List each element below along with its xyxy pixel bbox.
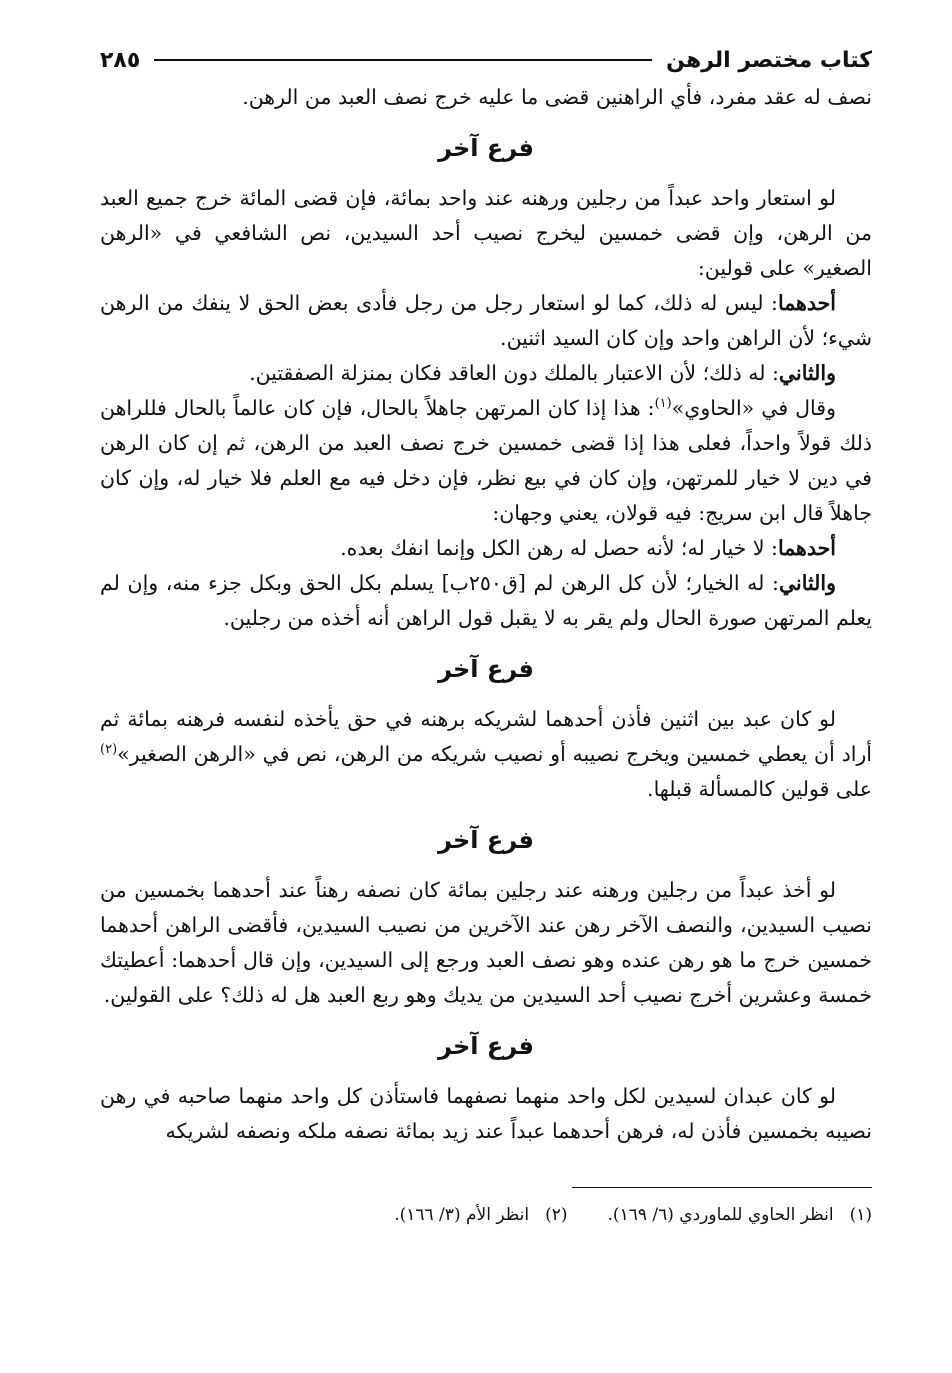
footnote-2 [394, 1200, 567, 1230]
intro-paragraph: نصف له عقد مفرد، فأي الراهنين قضى ما عليه خرج نصف العبد من الرهن. [242, 85, 872, 109]
term-first: أحدهما [777, 536, 836, 560]
footnote-1-text: انظر الحاوي للماوردي (٦/ ١٦٩). [607, 1205, 834, 1225]
term-first-text: : لا خيار له؛ لأنه حصل له رهن الكل وإنما انفك بعده. [340, 536, 778, 560]
term-first: أحدهما [777, 291, 836, 315]
footnote-ref-1: (١) [654, 396, 672, 412]
term-second-text: : له الخيار؛ لأن كل الرهن لم [ق٢٥٠ب] يسلم بكل الحق وبكل جزء منه، وإن لم يعلم المرتهن صورة الحال ولم يقر به لا يقبل قول الراهن أنه أخذه من رجلين. [100, 571, 872, 630]
footnotes [100, 1200, 872, 1230]
section1-paragraph-3 [100, 356, 872, 391]
footnote-separator [572, 1187, 872, 1188]
term-first-text: : ليس له ذلك، كما لو استعار رجل من رجل فأدى بعض الحق لا ينفك من الرهن شيء؛ لأن الراهن واحد وإن كان السيد اثنين. [100, 291, 872, 350]
running-header [100, 40, 872, 80]
hawi-quote-start: وقال في «الحاوي» [671, 396, 836, 420]
section1-paragraph-6 [100, 566, 872, 636]
section2-text-rest: على قولين كالمسألة قبلها. [647, 777, 872, 801]
term-second: والثاني [778, 361, 836, 385]
hawi-quote-rest: : هذا إذا كان المرتهن جاهلاً بالحال، فإن كان عالماً بالحال فللراهن ذلك قولاً واحداً، فعلى هذا إذا قضى خمسين خرج نصف العبد من الرهن، ثم إن كان الرهن في دين لا خيار للمرتهن، وإن كان في بيع نظر، فإن دخل فيه مع العلم فلا خيار له، وإن كان جاهلاً قال ابن سريج: فيه قولان، يعني وجهان: [100, 396, 872, 525]
footnote-1-number: (١) [849, 1205, 872, 1225]
section1-paragraph-2 [100, 286, 872, 356]
section-heading-3: فرع آخر [438, 826, 534, 854]
section2-paragraph-1 [100, 702, 872, 807]
section-heading-4: فرع آخر [438, 1032, 534, 1060]
book-title: كتاب مختصر الرهن [666, 47, 872, 73]
section2-text-start: لو كان عبد بين اثنين فأذن أحدهما لشريكه برهنه في حق يأخذه لنفسه فرهنه بمائة ثم أراد أن يعطي خمسين ويخرج نصيبه أو نصيب شريكه من الرهن، نص في «الرهن الصغير» [100, 707, 872, 766]
section1-paragraph-4 [100, 391, 872, 531]
term-second-text: : له ذلك؛ لأن الاعتبار بالملك دون العاقد فكان بمنزلة الصفقتين. [249, 361, 779, 385]
section-heading-1: فرع آخر [438, 134, 534, 162]
section3-paragraph-1: لو أخذ عبداً من رجلين ورهنه عند رجلين بمائة كان نصفه رهناً عند أحدهما بخمسين من نصيب السيدين، والنصف الآخر رهن عند الآخرين من نصيب السيدين، فأقضى الراهن أحدهما خمسين خرج ما هو رهن عنده وهو نصف العبد ورجع إلى السيدين، وإن قال أحدهما: أعطيتك خمسة وعشرين أخرج نصيب أحد السيدين من يديك وهو ربع العبد هل له ذلك؟ على القولين. [100, 878, 872, 1007]
term-second: والثاني [778, 571, 837, 595]
footnote-1 [608, 1200, 872, 1230]
page-number: ٢٨٥ [100, 47, 141, 73]
section-heading-2: فرع آخر [438, 655, 534, 683]
section4-paragraph-1: لو كان عبدان لسيدين لكل واحد منهما نصفهما فاستأذن كل واحد منهما صاحبه في رهن نصيبه بخمسين فأذن له، فرهن أحدهما عبداً عند زيد بمائة نصفه ملكه ونصفه لشريكه [100, 1084, 872, 1143]
section1-paragraph-5 [100, 531, 872, 566]
header-rule [154, 59, 652, 61]
book-page [100, 40, 872, 1340]
footnote-2-text: انظر الأم (٣/ ١٦٦). [394, 1205, 530, 1225]
footnote-2-number: (٢) [545, 1205, 568, 1225]
section1-paragraph-1: لو استعار واحد عبداً من رجلين ورهنه عند واحد بمائة، فإن قضى المائة خرج جميع العبد من الرهن، وإن قضى خمسين ليخرج نصيب أحد السيدين، نص الشافعي في «الرهن الصغير» على قولين: [100, 186, 872, 280]
footnote-ref-2: (٢) [100, 742, 118, 758]
